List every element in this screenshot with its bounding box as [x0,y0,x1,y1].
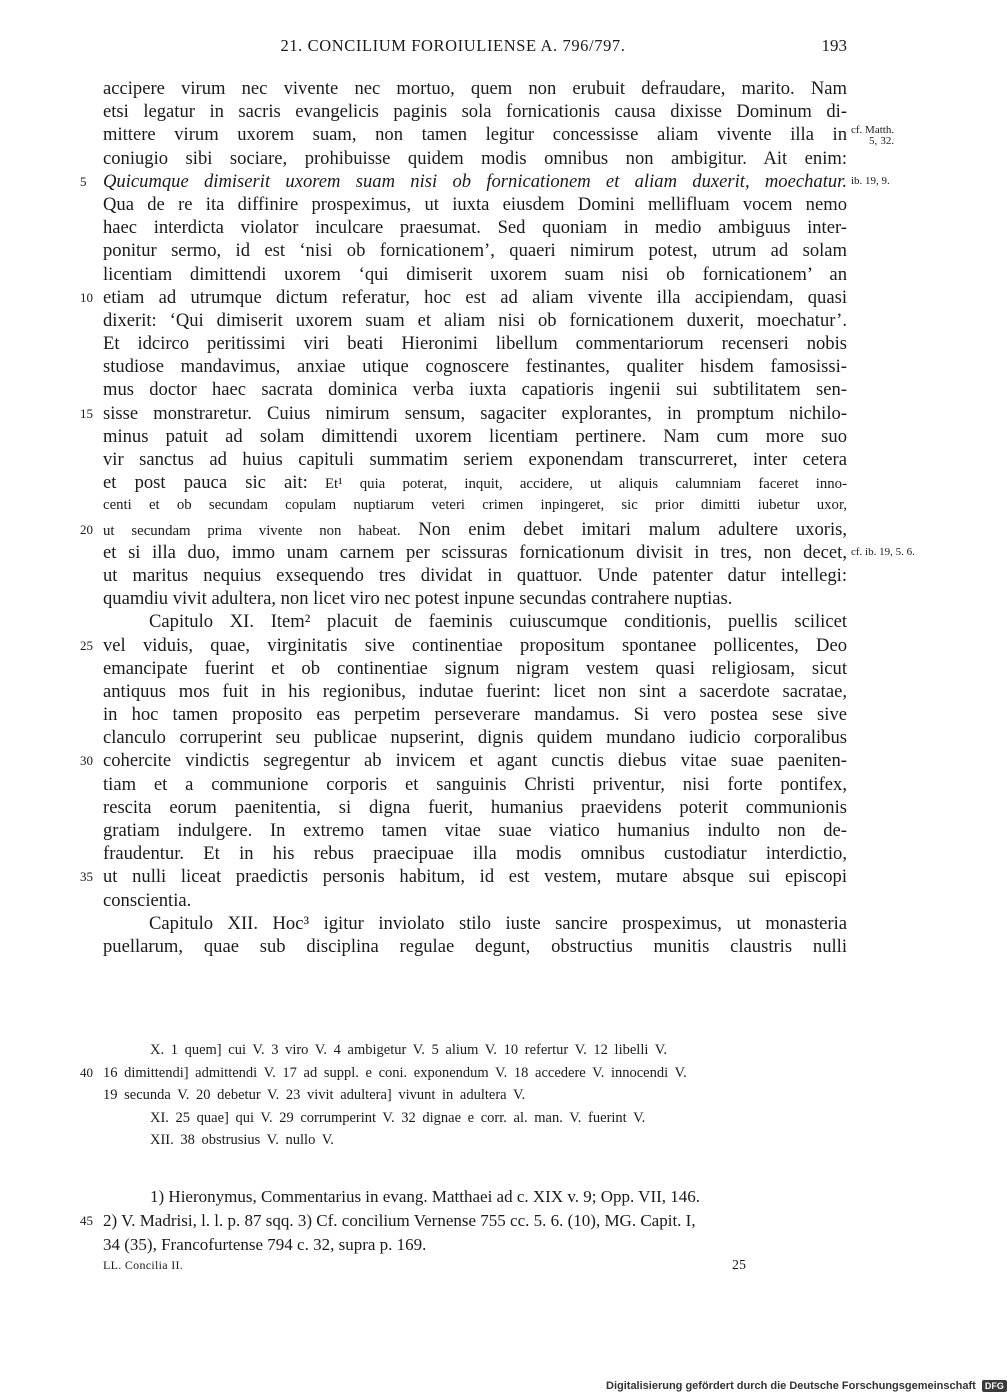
line-text: etsi legatur in sacris evangelicis paginis sola fornicationis causa dixisse Dominum di- [103,101,847,123]
text-line [103,541,915,564]
text-line [103,680,847,703]
apparatus-text: XI. 25 quae] qui V. 29 corrumperint V. 32 dignae e corr. al. man. V. fuerint V. [150,1109,646,1126]
line-text: conscientia. [103,889,192,911]
line-number: 10 [80,289,93,305]
text-line [103,378,847,401]
quote-text: Et¹ quia poterat, inquit, accidere, ut aliquis calumniam faceret inno- [307,476,848,493]
text-line [103,216,847,239]
text-line [103,263,847,286]
footnote-text: 1) Hieronymus, Commentarius in evang. Matthaei ad c. XIX v. 9; Opp. VII, 146. [150,1187,701,1206]
text-line [103,123,895,148]
text-line [80,286,847,309]
line-text: minus patuit ad solam dimittendi uxorem licentiam pertinere. Nam cum more suo [103,425,847,447]
line-text: mus doctor haec sacrata dominica verba iuxta capatioris ingenii sui subtilitatem sen- [103,379,847,401]
apparatus-line [80,1062,847,1085]
apparatus-text: 19 secunda V. 20 debetur V. 23 vivit adultera] vivunt in adultera V. [103,1087,526,1103]
line-text: etiam ad utrumque dictum referatur, hoc est ad aliam vivente illa accipiendam, quasi [103,286,847,308]
credit-text: Digitalisierung gefördert durch die Deutsche Forschungsgemeinschaft [606,1380,976,1392]
text-line [103,239,847,262]
margin-reference [851,125,894,147]
text-line [103,819,847,842]
line-text: Non enim debet imitari malum adultere uxoris, [400,518,847,540]
text-line [103,842,847,865]
text-line [103,657,847,680]
running-header [103,36,847,58]
text-line [80,865,847,888]
line-text: quamdiu vivit adultera, non licet viro nec potest inpune secundas contrahere nuptias. [103,588,733,610]
text-line [80,634,847,657]
line-text: ut nulli liceat praedictis personis habitum, id est vestem, mutare absque sui episcopi [103,866,847,888]
line-text: vir sanctus ad huius capituli summatim seriem exponendam transcurreret, inter cetera [103,449,847,470]
line-text: centi et ob secundam copulam nuptiarum veteri crimen inpingeret, sic prior dimitti iubetur uxor, [103,497,847,514]
apparatus-line [103,1107,847,1130]
main-text [80,77,915,958]
text-line [103,796,847,819]
text-line [103,471,847,494]
line-text: Quicumque dimiserit uxorem suam nisi ob fornicationem et aliam duxerit, moechatur. [103,170,847,192]
apparatus-text: X. 1 quem] cui V. 3 viro V. 4 ambigetur V. 5 alium V. 10 refertur V. 12 libelli V. [150,1042,667,1058]
line-text: rescita eorum paenitentia, si digna fuerit, humanius praevidens poterit communionis [103,796,847,818]
quote-text: ut secundam prima vivente non habeat. [103,522,401,539]
apparatus-line [103,1129,847,1152]
text-line [103,425,847,448]
line-text: mittere virum uxorem suam, non tamen legitur concessisse aliam vivente illa in [103,124,847,146]
text-line [103,494,847,517]
apparatus-line [103,1084,847,1107]
line-text: sisse monstraretur. Cuius nimirum sensum, sagaciter explorantes, in promptum nichilo- [103,402,847,424]
line-text: coniugio sibi sociare, prohibuisse quidem modis omnibus non ambigitur. Ait enim: [103,147,847,169]
line-text: et post pauca sic ait: [103,472,308,494]
line-text: vel viduis, quae, virginitatis sive continentiae propositum spontanee pollicentes, Deo [103,634,847,656]
text-line [103,77,847,100]
text-line [80,402,847,425]
line-text: haec interdicta violator inculcare praesumat. Sed quoniam in medio ambiguus inter- [103,217,847,239]
text-line [103,773,847,796]
text-line [80,518,847,541]
text-line [103,355,847,378]
footnote-line [80,1209,847,1233]
text-line [103,703,847,726]
footnote-text: 34 (35), Francofurtense 794 c. 32, supra p. 169. [103,1235,427,1254]
margin-reference [851,541,915,564]
line-number: 20 [80,521,93,537]
line-text: dixerit: ‘Qui dimiserit uxorem suam et aliam nisi ob fornicationem duxerit, moechatur’. [103,309,847,331]
text-line [103,564,847,587]
margin-ref-line: 5, 32. [869,135,895,148]
line-text: antiquus mos fuit in his regionibus, indutae fuerint: licet non sint a sacerdote sacratae, [103,680,847,702]
line-text: fraudentur. Et in his rebus praecipuae illa modis omnibus custodiatur interdictio, [103,843,847,865]
text-line [103,193,847,216]
line-text: in hoc tamen proposito eas perpetim perseverare mandamus. Si vero postea sese sive [103,704,847,726]
line-text: licentiam dimittendi uxorem ‘qui dimiserit uxorem suam nisi ob fornicationem’ an [103,263,847,285]
text-line [103,309,847,332]
text-line [103,610,847,633]
line-text: ut maritus nequius exsequendo tres dividat in quattuor. Unde patenter datur intellegi: [103,564,847,586]
text-line [103,935,847,958]
line-text: emancipate fuerint et ob continentiae signum nigram vestem quasi religiosam, sicut [103,657,847,679]
text-line [103,587,847,610]
line-number: 15 [80,405,93,421]
line-number: 45 [80,1213,93,1228]
line-text: Qua de re ita diffinire prospeximus, ut iuxta eiusdem Domini mellifluam vocem nemo [103,193,847,215]
apparatus-text: 16 dimittendi] admittendi V. 17 ad suppl. e coni. exponendum V. 18 accedere V. innocendi V. [103,1064,687,1081]
line-text: Capitulo XI. Item² placuit de faeminis cuiuscumque conditionis, puellis scilicet [149,611,847,633]
sheet-signature: LL. Concilia II. [103,1258,184,1272]
footnote-line [103,1233,847,1257]
text-line [103,889,847,912]
text-line [80,170,890,193]
text-line [103,147,847,170]
apparatus-text: XII. 38 obstrusius V. nullo V. [150,1132,334,1148]
footnote-line [103,1185,847,1209]
dfg-logo: DFG [982,1380,1007,1392]
text-line [103,726,847,749]
line-text: Et idcirco peritissimi viri beati Hieronimi libellum commentariorum recenseri nobis [103,333,847,355]
line-text: et si illa duo, immo unam carnem per scissuras fornicationum divisit in tres, non decet, [103,541,847,563]
line-number: 40 [80,1064,93,1080]
line-text: cohercite vindictis segregentur ab invicem et agant cunctis diebus vitae suae paeniten- [103,750,847,772]
line-text: accipere virum nec vivente nec mortuo, quem non erubuit defraudare, marito. Nam [103,78,847,99]
line-text: tiam et a communione corporis et sanguinis Christi priventur, nisi forte pontifex, [103,773,847,795]
line-number: 5 [80,173,87,189]
text-line [80,749,847,772]
text-line [103,912,847,935]
running-title: 21. CONCILIUM FOROIULIENSE A. 796/797. [280,36,626,55]
text-line [103,332,847,355]
sheet-number: 25 [732,1258,746,1273]
margin-ref-line: cf. ib. 19, 5. 6. [851,545,915,558]
footnotes [80,1185,847,1257]
margin-ref-line: cf. Matth. [851,124,895,137]
digitization-credit [606,1380,1007,1392]
line-text: clanculo corruperint seu publicae nupserint, dignis quidem mundano iudicio corporalibus [103,727,847,749]
line-text: Capitulo XII. Hoc³ igitur inviolato stilo iuste sancire prospeximus, ut monasteria [149,912,847,934]
apparatus-line [103,1039,847,1062]
critical-apparatus [80,1039,847,1152]
line-number: 30 [80,753,93,769]
footnote-text: 2) V. Madrisi, l. l. p. 87 sqq. 3) Cf. concilium Vernense 755 cc. 5. 6. (10), MG. Capit. I, [103,1211,696,1230]
line-text: gratiam indulgere. In extremo tamen vitae suae viatico humanius indulto non de- [103,820,847,841]
line-number: 25 [80,637,93,653]
line-text: puellarum, quae sub disciplina regulae degunt, obstructius munitis claustris nulli [103,935,847,957]
margin-reference [851,170,890,193]
margin-ref-line: ib. 19, 9. [851,174,890,187]
line-number: 35 [80,869,93,885]
page-number: 193 [821,36,847,55]
line-text: studiose mandavimus, anxiae utique cognoscere festinantes, qualiter hisdem famosissi- [103,356,847,378]
text-line [103,100,847,123]
text-line [103,448,847,471]
line-text: ponitur sermo, id est ‘nisi ob fornicationem’, quaeri nimirum potest, utrum ad solam [103,240,847,262]
